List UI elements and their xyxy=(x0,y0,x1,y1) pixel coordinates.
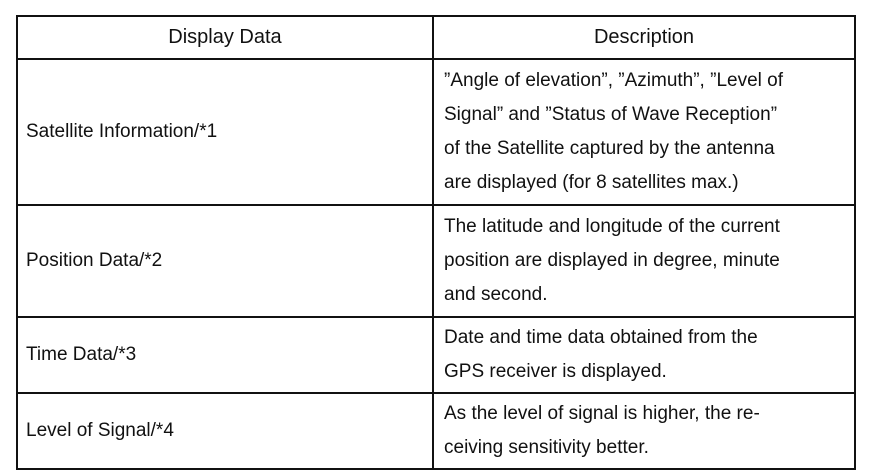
display-data-table xyxy=(16,15,856,470)
table-row xyxy=(17,317,855,393)
description-line: ceiving sensitivity better. xyxy=(444,437,649,458)
description-cell xyxy=(433,317,855,393)
description-line: are displayed (for 8 satellites max.) xyxy=(444,172,739,193)
description-line: As the level of signal is higher, the re- xyxy=(444,403,760,424)
description-line: Date and time data obtained from the xyxy=(444,327,758,348)
description-cell xyxy=(433,59,855,205)
display-data-cell: Time Data/*3 xyxy=(17,317,433,393)
description-line: The latitude and longitude of the current xyxy=(444,216,780,237)
header-description: Description xyxy=(433,16,855,59)
description-line: position are displayed in degree, minute xyxy=(444,250,780,271)
table-row xyxy=(17,205,855,317)
header-display-data: Display Data xyxy=(17,16,433,59)
table-row xyxy=(17,393,855,469)
table-header-row xyxy=(17,16,855,59)
description-line: Signal” and ”Status of Wave Reception” xyxy=(444,104,778,125)
display-data-cell: Level of Signal/*4 xyxy=(17,393,433,469)
display-data-cell: Position Data/*2 xyxy=(17,205,433,317)
description-cell xyxy=(433,205,855,317)
description-line: of the Satellite captured by the antenna xyxy=(444,138,775,159)
table-row xyxy=(17,59,855,205)
description-cell xyxy=(433,393,855,469)
description-line: ”Angle of elevation”, ”Azimuth”, ”Level of xyxy=(444,70,783,91)
description-line: and second. xyxy=(444,284,548,305)
description-line: GPS receiver is displayed. xyxy=(444,361,667,382)
display-data-cell: Satellite Information/*1 xyxy=(17,59,433,205)
